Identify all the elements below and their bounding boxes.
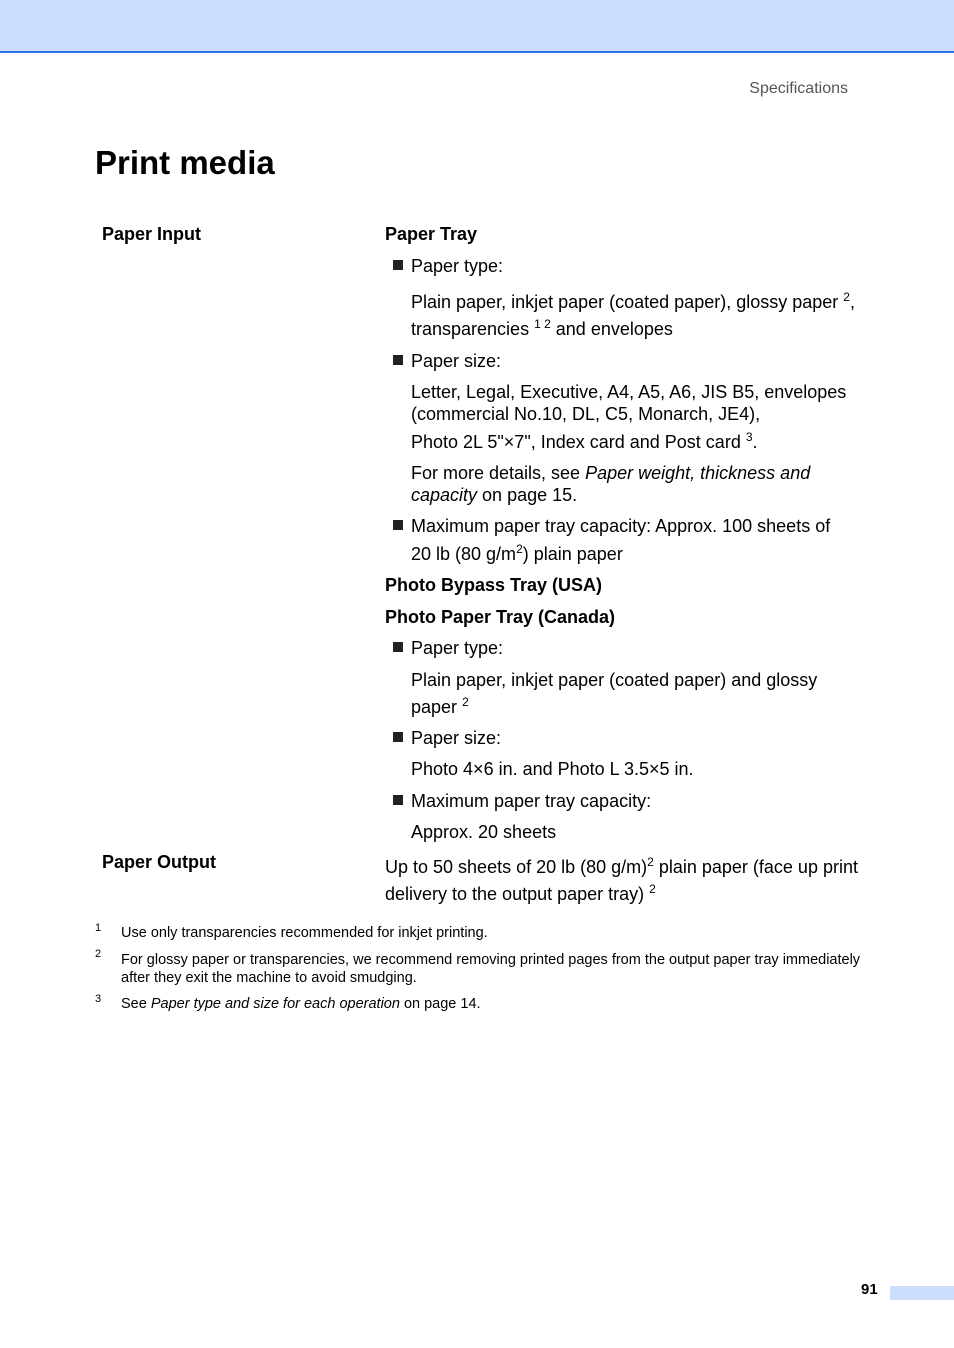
capacity-line2: 20 lb (80 $g/m^2$) plain paper: [411, 542, 623, 564]
page-tab: [890, 1286, 954, 1300]
paper-input-label: Paper Input: [102, 224, 202, 244]
paper-type-line1: Plain paper, inkjet paper (coated paper), glossy paper $^2$,: [411, 290, 855, 312]
footnote-text: See Paper type and size for each operation on page 14.: [121, 996, 481, 1012]
bullet-icon: [393, 260, 403, 270]
running-header: Specifications: [749, 80, 848, 97]
photo-capacity-label: Maximum paper tray capacity:: [411, 791, 652, 811]
paper-size-line1: Letter, Legal, Executive, A4, A5, A6, JIS B5, envelopes: [411, 382, 847, 402]
paper-output-line2: delivery to the output paper tray) $^2$: [385, 882, 656, 904]
footnote-number: 2: [95, 948, 102, 960]
paper-output-line1: Up to 50 sheets of 20 lb (80 g/m)$^2$ plain paper (face up print: [385, 855, 858, 877]
details-link[interactable]: Paper weight, thickness and: [585, 463, 811, 483]
footnote-number: 3: [95, 993, 102, 1005]
paper-size-line2: (commercial No.10, DL, C5, Monarch, JE4),: [411, 404, 761, 424]
footnote-number: 1: [95, 922, 102, 934]
paper-type-label: Paper type:: [411, 256, 504, 276]
bullet-icon: [393, 642, 403, 652]
photo-bypass-heading: Photo Bypass Tray (USA): [385, 575, 603, 595]
footnote-text: Use only transparencies recommended for inkjet printing.: [121, 925, 488, 941]
photo-capacity-value: Approx. 20 sheets: [411, 822, 557, 842]
page-number: 91: [861, 1281, 878, 1298]
header-band: [0, 0, 954, 53]
bullet-icon: [393, 732, 403, 742]
photo-size-label: Paper size:: [411, 728, 502, 748]
details-line1: For more details, see Paper weight, thickness and: [411, 463, 811, 483]
footnote-text: For glossy paper or transparencies, we recommend removing printed pages from the output paper tray immediately after they exit the machine to avoid smudging.: [121, 952, 861, 986]
photo-type-line2: paper $^2$: [411, 695, 469, 717]
photo-paper-tray-heading: Photo Paper Tray (Canada): [385, 607, 616, 627]
details-line2: capacity on page 15.: [411, 485, 578, 505]
paper-type-line2: transparencies $^{1 2}$ and envelopes: [411, 317, 673, 339]
photo-size-value: Photo 4×6 in. and Photo L 3.5×5 in.: [411, 759, 694, 779]
capacity-line1: Maximum paper tray capacity: Approx. 100 sheets of: [411, 516, 831, 536]
photo-type-line1: Plain paper, inkjet paper (coated paper) and glossy: [411, 670, 818, 690]
bullet-icon: [393, 355, 403, 365]
footnote-link[interactable]: Paper type and size for each operation: [150, 996, 400, 1012]
details-link-cont[interactable]: capacity: [411, 485, 478, 505]
paper-tray-heading: Paper Tray: [385, 224, 478, 244]
paper-output-label: Paper Output: [102, 852, 217, 872]
bullet-icon: [393, 520, 403, 530]
paper-size-label: Paper size:: [411, 351, 502, 371]
bullet-icon: [393, 795, 403, 805]
page-title: Print media: [95, 144, 275, 181]
photo-type-label: Paper type:: [411, 638, 504, 658]
paper-size-line3: Photo 2L 5"×7", Index card and Post card $^3$.: [411, 430, 758, 452]
